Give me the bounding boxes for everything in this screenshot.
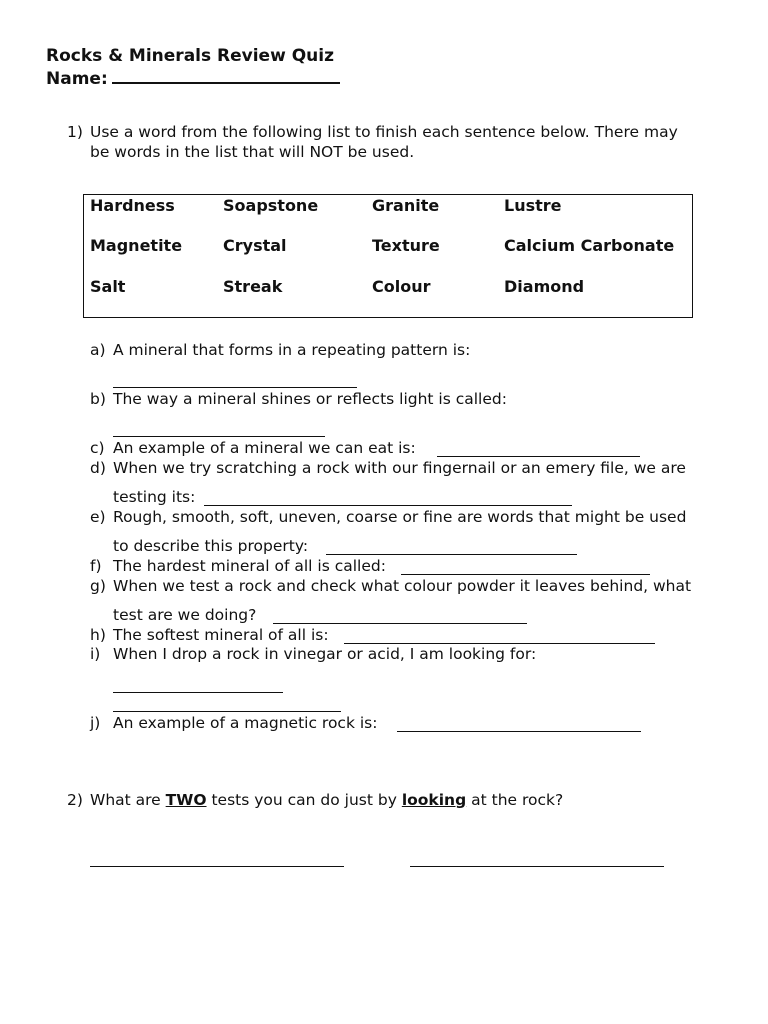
item-a-answer-line[interactable] <box>113 387 357 388</box>
item-f-letter: f) <box>90 557 102 575</box>
item-h-text: The softest mineral of all is: <box>113 626 329 644</box>
word-bank-item: Colour <box>372 277 431 296</box>
q1-instructions-line2: be words in the list that will NOT be used. <box>90 143 415 161</box>
word-bank-item: Granite <box>372 196 440 215</box>
item-i-answer-line-2[interactable] <box>113 711 341 712</box>
item-b-text: The way a mineral shines or reflects light is called: <box>113 390 507 408</box>
item-e-text2: to describe this property: <box>113 537 309 555</box>
word-bank-item: Streak <box>223 277 283 296</box>
word-bank-item: Hardness <box>90 196 175 215</box>
name-field <box>46 68 340 89</box>
q2-emphasis-two: TWO <box>165 791 207 809</box>
name-answer-line[interactable] <box>112 68 340 84</box>
item-j-answer-line[interactable] <box>397 731 641 732</box>
item-a-letter: a) <box>90 341 106 359</box>
item-f-text: The hardest mineral of all is called: <box>113 557 386 575</box>
item-h-letter: h) <box>90 626 106 644</box>
item-d-text: When we try scratching a rock with our fingernail or an emery file, we are <box>113 459 686 477</box>
word-bank-item: Salt <box>90 277 126 296</box>
item-j-letter: j) <box>90 714 101 732</box>
item-c-answer-line[interactable] <box>437 456 640 457</box>
q2-emphasis-looking: looking <box>401 791 467 809</box>
item-g-text: When we test a rock and check what colour powder it leaves behind, what <box>113 577 692 595</box>
item-e-letter: e) <box>90 508 106 526</box>
item-d-letter: d) <box>90 459 106 477</box>
q2-text-pre: What are <box>90 791 161 809</box>
word-bank-item: Soapstone <box>223 196 319 215</box>
item-g-letter: g) <box>90 577 106 595</box>
item-e-answer-line[interactable] <box>326 554 577 555</box>
item-a-text: A mineral that forms in a repeating pattern is: <box>113 341 471 359</box>
item-h-answer-line[interactable] <box>344 643 655 644</box>
q2-number: 2) <box>67 791 83 809</box>
word-bank-item: Texture <box>372 236 440 255</box>
item-g-text2: test are we doing? <box>113 606 257 624</box>
q2-text <box>90 791 563 809</box>
item-g-answer-line[interactable] <box>273 623 527 624</box>
word-bank-item: Diamond <box>504 277 585 296</box>
q2-text-mid: tests you can do just by <box>211 791 397 809</box>
item-c-letter: c) <box>90 439 105 457</box>
q2-answer-line-1[interactable] <box>90 866 344 867</box>
item-i-answer-line-1[interactable] <box>113 692 283 693</box>
item-i-letter: i) <box>90 645 101 663</box>
word-bank-item: Crystal <box>223 236 287 255</box>
item-i-text: When I drop a rock in vinegar or acid, I am looking for: <box>113 645 537 663</box>
q2-text-post: at the rock? <box>471 791 564 809</box>
word-bank-item: Magnetite <box>90 236 183 255</box>
item-f-answer-line[interactable] <box>401 574 650 575</box>
item-e-text: Rough, smooth, soft, uneven, coarse or fine are words that might be used <box>113 508 687 526</box>
name-label: Name: <box>46 69 108 89</box>
item-c-text: An example of a mineral we can eat is: <box>113 439 416 457</box>
q1-number: 1) <box>67 123 83 141</box>
word-bank-item: Lustre <box>504 196 562 215</box>
item-j-text: An example of a magnetic rock is: <box>113 714 378 732</box>
word-bank-item: Calcium Carbonate <box>504 236 675 255</box>
q2-answer-line-2[interactable] <box>410 866 664 867</box>
q1-instructions-line1: Use a word from the following list to finish each sentence below. There may <box>90 123 678 141</box>
item-b-letter: b) <box>90 390 106 408</box>
item-d-answer-line[interactable] <box>204 505 572 506</box>
page-title: Rocks & Minerals Review Quiz <box>46 46 334 66</box>
item-b-answer-line[interactable] <box>113 436 325 437</box>
item-d-text2: testing its: <box>113 488 196 506</box>
word-bank <box>83 194 693 318</box>
